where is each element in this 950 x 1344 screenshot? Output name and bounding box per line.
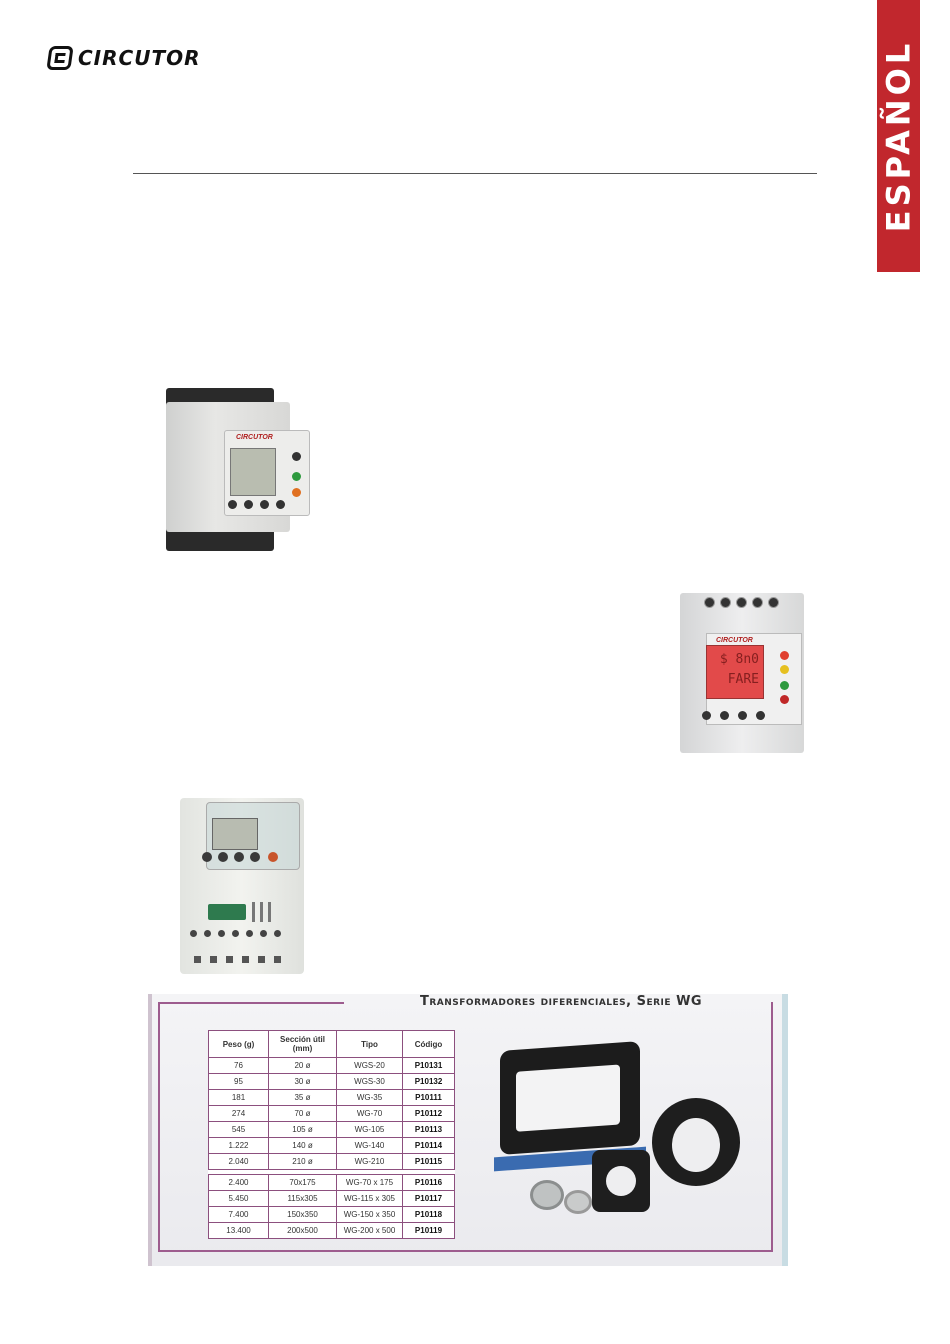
terminal-screw: [736, 597, 747, 608]
small-transformer-image: [564, 1190, 592, 1214]
circutor-logo: [48, 46, 200, 70]
header-code: Código: [403, 1031, 455, 1058]
device-button-orange: [268, 852, 278, 862]
table-row: [209, 1207, 455, 1223]
din-rail-bottom: [166, 529, 274, 551]
terminal-screw: [274, 930, 281, 937]
device-button: [234, 852, 244, 862]
device-indicator-green: [780, 681, 789, 690]
device-red-lcd-screen: $ 8n0 FARE: [706, 645, 764, 699]
device-button: [702, 711, 711, 720]
cell-code: P10118: [403, 1207, 455, 1223]
cell-weight: 13.400: [209, 1223, 269, 1239]
cell-code: P10115: [403, 1154, 455, 1170]
cell-section: 140 ø: [269, 1138, 337, 1154]
device-indicator-orange: [292, 488, 301, 497]
medium-transformer-image: [592, 1150, 650, 1212]
cell-code: P10113: [403, 1122, 455, 1138]
rectangular-transformer-image: [500, 1041, 640, 1155]
device-indicator-green: [292, 472, 301, 481]
cell-type: WGS-30: [337, 1074, 403, 1090]
device-lcd-screen: [212, 818, 258, 850]
cell-type: WG-210: [337, 1154, 403, 1170]
cell-code: P10117: [403, 1191, 455, 1207]
terminal-slot: [258, 956, 265, 963]
transformer-aperture: [606, 1166, 636, 1196]
cell-code: P10114: [403, 1138, 455, 1154]
terminal-screw: [232, 930, 239, 937]
brand-name: CIRCUTOR: [78, 46, 201, 70]
table-row: [209, 1154, 455, 1170]
panel-title: Transformadores diferenciales, Serie WG: [420, 994, 703, 1009]
cell-code: P10111: [403, 1090, 455, 1106]
cell-code: P10131: [403, 1058, 455, 1074]
cell-weight: 76: [209, 1058, 269, 1074]
green-terminal-connector: [208, 904, 246, 920]
terminal-screw: [218, 930, 225, 937]
table-row: [209, 1074, 455, 1090]
cell-weight: 2.400: [209, 1175, 269, 1191]
cell-type: WG-140: [337, 1138, 403, 1154]
header-divider: [133, 173, 817, 174]
vent-slot: [260, 902, 263, 922]
table-row: [209, 1106, 455, 1122]
table-row: [209, 1122, 455, 1138]
device-indicator: [292, 452, 301, 461]
terminal-slot: [210, 956, 217, 963]
device-lcd-screen: [230, 448, 276, 496]
wg-transformer-panel: [148, 994, 788, 1266]
device-brand-label: CIRCUTOR: [236, 434, 273, 441]
cell-weight: 7.400: [209, 1207, 269, 1223]
cell-section: 20 ø: [269, 1058, 337, 1074]
device-indicator-yellow: [780, 665, 789, 674]
terminal-slot: [242, 956, 249, 963]
table-row: [209, 1223, 455, 1239]
small-transformer-image: [530, 1180, 564, 1210]
cell-weight: 1.222: [209, 1138, 269, 1154]
device-button: [218, 852, 228, 862]
device-button: [202, 852, 212, 862]
cell-section: 30 ø: [269, 1074, 337, 1090]
cell-code: P10116: [403, 1175, 455, 1191]
terminal-slot: [194, 956, 201, 963]
table-row: [209, 1058, 455, 1074]
device-brand-label: CIRCUTOR: [716, 637, 753, 644]
cell-type: WG-115 x 305: [337, 1191, 403, 1207]
cell-weight: 95: [209, 1074, 269, 1090]
device-indicator-red: [780, 651, 789, 660]
cell-type: WGS-20: [337, 1058, 403, 1074]
vent-slot: [252, 902, 255, 922]
terminal-slot: [226, 956, 233, 963]
cell-section: 210 ø: [269, 1154, 337, 1170]
cell-section: 115x305: [269, 1191, 337, 1207]
cell-section: 105 ø: [269, 1122, 337, 1138]
vent-slot: [268, 902, 271, 922]
terminal-screw: [204, 930, 211, 937]
device-button: [260, 500, 269, 509]
device-image-rcu10: [680, 587, 810, 755]
device-image-rgu10-transparent-cover: [180, 798, 308, 976]
cell-type: WG-200 x 500: [337, 1223, 403, 1239]
language-tab-label: ESPAÑOL: [879, 39, 918, 233]
terminal-screw: [246, 930, 253, 937]
device-button: [244, 500, 253, 509]
device-button: [738, 711, 747, 720]
transformer-aperture: [516, 1065, 620, 1132]
cell-weight: 2.040: [209, 1154, 269, 1170]
cell-section: 70x175: [269, 1175, 337, 1191]
device-indicator-red: [780, 695, 789, 704]
table-row: [209, 1090, 455, 1106]
cell-weight: 545: [209, 1122, 269, 1138]
cell-code: P10112: [403, 1106, 455, 1122]
device-button: [228, 500, 237, 509]
device-image-rgu10: [166, 388, 308, 551]
terminal-screw: [260, 930, 267, 937]
circutor-logo-icon: [46, 46, 73, 70]
terminal-screw: [720, 597, 731, 608]
header-section: Sección útil (mm): [269, 1031, 337, 1058]
cell-section: 200x500: [269, 1223, 337, 1239]
cell-weight: 274: [209, 1106, 269, 1122]
cell-code: P10132: [403, 1074, 455, 1090]
terminal-screw: [190, 930, 197, 937]
cell-type: WG-105: [337, 1122, 403, 1138]
device-button: [276, 500, 285, 509]
device-button: [756, 711, 765, 720]
header-weight: Peso (g): [209, 1031, 269, 1058]
terminal-screw: [768, 597, 779, 608]
cell-type: WG-70 x 175: [337, 1175, 403, 1191]
cell-section: 70 ø: [269, 1106, 337, 1122]
table-header-row: [209, 1031, 455, 1058]
table-row: [209, 1191, 455, 1207]
device-button: [250, 852, 260, 862]
cell-code: P10119: [403, 1223, 455, 1239]
cell-type: WG-35: [337, 1090, 403, 1106]
terminal-slot: [274, 956, 281, 963]
table-row: [209, 1175, 455, 1191]
language-tab[interactable]: [877, 0, 920, 272]
cell-weight: 5.450: [209, 1191, 269, 1207]
header-type: Tipo: [337, 1031, 403, 1058]
cell-weight: 181: [209, 1090, 269, 1106]
terminal-screw: [752, 597, 763, 608]
terminal-screw: [704, 597, 715, 608]
round-transformer-image: [652, 1098, 740, 1186]
cell-section: 150x350: [269, 1207, 337, 1223]
wg-transformer-table: [208, 1030, 455, 1239]
table-row: [209, 1138, 455, 1154]
cell-type: WG-70: [337, 1106, 403, 1122]
device-button: [720, 711, 729, 720]
transformer-aperture: [672, 1118, 720, 1172]
cell-section: 35 ø: [269, 1090, 337, 1106]
cell-type: WG-150 x 350: [337, 1207, 403, 1223]
